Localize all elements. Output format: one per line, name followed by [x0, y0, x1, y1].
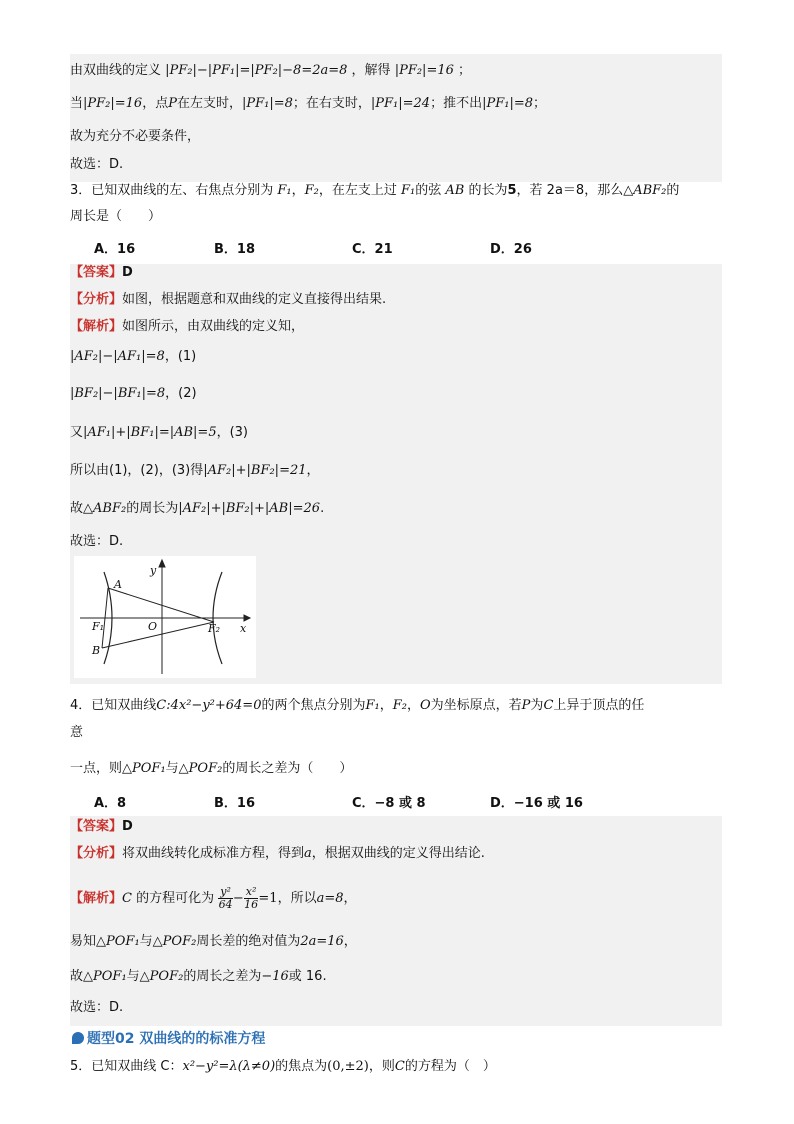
fraction-y2-64: $\frac{\text{y²}}{64}$ [218, 885, 233, 911]
segment-af2 [108, 588, 214, 622]
question-3-option-a[interactable]: A．16 [94, 242, 136, 257]
question-3-option-d[interactable]: D．26 [490, 242, 532, 257]
label-x: x [240, 622, 247, 635]
hyperbola-figure [74, 556, 256, 678]
q3-eq5: 故△ABF₂的周长为|AF₂|+|BF₂|+|AB|=26. [70, 501, 325, 516]
label-b: B [92, 644, 101, 657]
prev-solution-line-2: 当|PF₂|=16，点P在左支时，|PF₁|=8；在右支时，|PF₁|=24；推不出|PF₁|=8； [70, 96, 547, 111]
question-4-option-c[interactable]: C．−8 或 8 [352, 796, 426, 811]
q4-solution-2: 易知△POF₁与△POF₂周长差的绝对值为2a=16， [70, 934, 357, 949]
question-4-stem: 4．已知双曲线C:4x²−y²+64=0的两个焦点分别为F₁，F₂，O为坐标原点，若P为C上异于顶点的任 [70, 698, 645, 713]
section-heading: 题型02 双曲线的的标准方程 [72, 1028, 265, 1048]
question-4-stem-cont-1: 意 [70, 725, 84, 740]
q3-eq4: 所以由(1)，(2)，(3)得|AF₂|+|BF₂|=21， [70, 463, 320, 478]
label-y: y [150, 564, 157, 577]
q4-solution-3: 故△POF₁与△POF₂的周长之差为−16或 16. [70, 969, 327, 984]
q4-solution: 【解析】C 的方程可化为 $\frac{\text{y²}}{64}$ − $\frac{\text{x²}}{16}$ =1，所以a=8， [70, 885, 357, 911]
label-f2: F₂ [208, 622, 221, 635]
fraction-x2-16: $\frac{\text{x²}}{16}$ [244, 885, 259, 911]
q3-answer: 【答案】D [70, 265, 133, 280]
label-o: O [148, 620, 158, 633]
question-3-option-c[interactable]: C．21 [352, 242, 393, 257]
label-a: A [114, 578, 122, 591]
question-4-stem-cont-2: 一点，则△POF₁与△POF₂的周长之差为（ ） [70, 761, 353, 776]
q3-eq2: |BF₂|−|BF₁|=8，(2) [70, 386, 197, 401]
hyperbola-diagram [74, 556, 256, 678]
q3-eq3: 又|AF₁|+|BF₁|=|AB|=5，(3) [70, 425, 249, 440]
section-marker-icon [72, 1032, 84, 1044]
question-5-stem: 5．已知双曲线 C：x²−y²=λ(λ≠0)的焦点为(0,±2)，则C的方程为（ ） [70, 1059, 496, 1074]
question-3-option-b[interactable]: B．18 [214, 242, 255, 257]
q3-eq1: |AF₂|−|AF₁|=8，(1) [70, 349, 197, 364]
q3-final: 故选：D. [70, 534, 124, 549]
segment-bf2 [102, 622, 214, 648]
question-4-option-a[interactable]: A．8 [94, 796, 127, 811]
x-axis-arrow [244, 615, 250, 621]
q4-answer: 【答案】D [70, 819, 133, 834]
label-f1: F₁ [92, 620, 105, 633]
question-4-option-b[interactable]: B．16 [214, 796, 255, 811]
question-3-stem-cont: 周长是（ ） [70, 209, 162, 224]
question-4-option-d[interactable]: D．−16 或 16 [490, 796, 583, 811]
prev-solution-answer: 故选：D. [70, 157, 124, 172]
prev-solution-line-1: 由双曲线的定义 |PF₂|−|PF₁|=|PF₂|−8=2a=8 ，解得 |PF₂|=16 ； [70, 63, 472, 78]
q4-analysis: 【分析】将双曲线转化成标准方程，得到a，根据双曲线的定义得出结论. [70, 846, 485, 861]
q3-solution-intro: 【解析】如图所示，由双曲线的定义知， [70, 319, 305, 334]
q4-final: 故选：D. [70, 1000, 124, 1015]
question-3-stem: 3．已知双曲线的左、右焦点分别为 F₁，F₂，在左支上过 F₁的弦 AB 的长为5，若 2a＝8，那么△ABF₂的 [70, 183, 680, 198]
prev-solution-line-3: 故为充分不必要条件， [70, 129, 201, 144]
q3-analysis: 【分析】如图，根据题意和双曲线的定义直接得出结果. [70, 292, 387, 307]
y-axis-arrow [159, 560, 165, 567]
